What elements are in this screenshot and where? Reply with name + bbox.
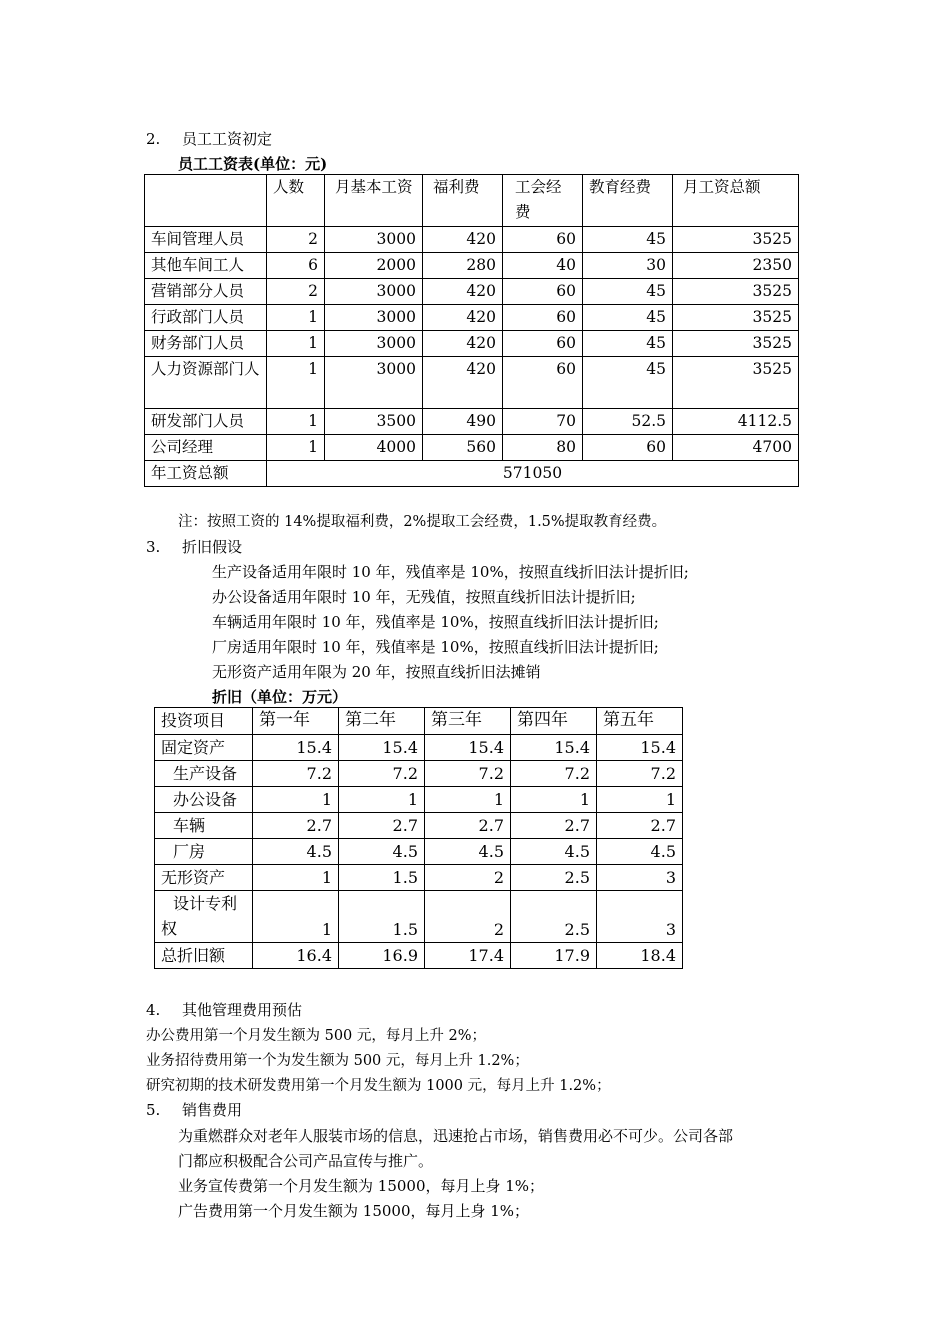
row-label: 无形资产 (155, 865, 253, 891)
table-cell: 420 (423, 331, 503, 357)
depreciation-table (154, 707, 683, 969)
table-cell: 7.2 (339, 761, 425, 787)
depreciation-table-title: 折旧（单位：万元） (212, 688, 348, 706)
table-row (145, 279, 799, 305)
table-cell: 3 (597, 891, 683, 943)
table-cell: 4.5 (597, 839, 683, 865)
row-label: 车辆 (155, 813, 253, 839)
table-cell: 1 (267, 409, 325, 435)
table-row (145, 253, 799, 279)
section-title: 折旧假设 (182, 538, 243, 556)
table-cell: 3500 (325, 409, 423, 435)
table-cell: 70 (503, 409, 583, 435)
table-cell: 17.9 (511, 943, 597, 969)
expense-line: 办公费用第一个月发生额为 500 元，每月上升 2%； (146, 1028, 487, 1044)
table-cell: 3000 (325, 279, 423, 305)
section-4-heading (146, 999, 302, 1020)
table-cell: 52.5 (583, 409, 673, 435)
table-cell: 16.4 (253, 943, 339, 969)
table-cell: 3525 (673, 331, 799, 357)
table-row (155, 839, 683, 865)
section-title: 员工工资初定 (182, 130, 273, 148)
table-cell: 4000 (325, 435, 423, 461)
row-label: 厂房 (155, 839, 253, 865)
table-cell: 2.7 (253, 813, 339, 839)
table-cell: 2 (267, 279, 325, 305)
table-cell: 17.4 (425, 943, 511, 969)
table-cell: 3000 (325, 305, 423, 331)
table-cell: 40 (503, 253, 583, 279)
header-cell: 投资项目 (155, 708, 253, 735)
row-label: 车间管理人员 (145, 227, 267, 253)
table-cell: 3000 (325, 227, 423, 253)
table-cell: 60 (583, 435, 673, 461)
section-title: 其他管理费用预估 (182, 1001, 303, 1019)
table-row (145, 305, 799, 331)
table-cell: 280 (423, 253, 503, 279)
row-label: 研发部门人员 (145, 409, 267, 435)
header-cell: 工会经费 (503, 175, 583, 227)
table-cell: 4112.5 (673, 409, 799, 435)
row-label: 总折旧额 (155, 943, 253, 969)
table-cell: 15.4 (253, 735, 339, 761)
table-row (155, 787, 683, 813)
table-row (145, 331, 799, 357)
table-cell: 2.7 (597, 813, 683, 839)
table-cell: 1 (267, 331, 325, 357)
table-cell: 3525 (673, 227, 799, 253)
table-row (155, 735, 683, 761)
table-cell: 420 (423, 305, 503, 331)
expense-line: 业务招待费用第一个为发生额为 500 元，每月上升 1.2%； (146, 1053, 529, 1069)
table-cell: 7.2 (253, 761, 339, 787)
table-cell: 4.5 (339, 839, 425, 865)
total-value: 571050 (267, 461, 799, 487)
row-label: 行政部门人员 (145, 305, 267, 331)
sales-line: 广告费用第一个月发生额为 15000，每月上身 1%； (178, 1202, 530, 1220)
table-cell: 45 (583, 227, 673, 253)
table-header-row (155, 708, 683, 735)
table-cell: 15.4 (597, 735, 683, 761)
sales-paragraph-line: 门都应积极配合公司产品宣传与推广。 (178, 1152, 434, 1170)
table-cell: 45 (583, 305, 673, 331)
table-row (155, 865, 683, 891)
table-cell: 15.4 (339, 735, 425, 761)
expense-line: 研究初期的技术研发费用第一个月发生额为 1000 元，每月上升 1.2%； (146, 1078, 611, 1094)
table-total-row (155, 943, 683, 969)
header-cell: 第五年 (597, 708, 683, 735)
table-cell: 2 (425, 891, 511, 943)
table-cell: 1 (253, 891, 339, 943)
table-cell: 1.5 (339, 891, 425, 943)
table-cell: 560 (423, 435, 503, 461)
table-cell: 18.4 (597, 943, 683, 969)
row-label: 生产设备 (155, 761, 253, 787)
table-cell: 60 (503, 305, 583, 331)
sales-paragraph-line: 为重燃群众对老年人服装市场的信息，迅速抢占市场，销售费用必不可少。公司各部 (178, 1127, 734, 1145)
table-cell: 1 (511, 787, 597, 813)
table-cell: 3000 (325, 331, 423, 357)
table-cell: 2 (267, 227, 325, 253)
header-cell: 第三年 (425, 708, 511, 735)
table-row (145, 357, 799, 409)
table-cell: 60 (503, 357, 583, 409)
section-number: 3. (146, 538, 161, 556)
table-cell: 2.7 (511, 813, 597, 839)
depreciation-line: 车辆适用年限时 10 年，残值率是 10%，按照直线折旧法计提折旧; (212, 613, 659, 631)
section-3-heading (146, 536, 242, 557)
table-cell: 490 (423, 409, 503, 435)
table-cell: 1 (253, 787, 339, 813)
total-label: 年工资总额 (145, 461, 267, 487)
table-row (155, 813, 683, 839)
table-row (145, 227, 799, 253)
table-header-row (145, 175, 799, 227)
table-cell: 420 (423, 279, 503, 305)
table-row (155, 761, 683, 787)
table-cell: 1.5 (339, 865, 425, 891)
table-cell: 2 (425, 865, 511, 891)
table-cell: 7.2 (597, 761, 683, 787)
header-cell: 福利费 (423, 175, 503, 227)
section-number: 5. (146, 1101, 161, 1119)
row-label: 其他车间工人 (145, 253, 267, 279)
table-total-row (145, 461, 799, 487)
table-row (145, 409, 799, 435)
section-5-heading (146, 1099, 242, 1120)
table-cell: 45 (583, 331, 673, 357)
table-cell: 1 (253, 865, 339, 891)
table-cell: 2.5 (511, 891, 597, 943)
header-cell: 人数 (267, 175, 325, 227)
table-cell: 60 (503, 331, 583, 357)
table-cell: 15.4 (425, 735, 511, 761)
table-cell: 60 (503, 227, 583, 253)
salary-note: 注：按照工资的 14%提取福利费，2%提取工会经费，1.5%提取教育经费。 (178, 514, 667, 530)
table-cell: 2.7 (339, 813, 425, 839)
row-label: 固定资产 (155, 735, 253, 761)
table-cell: 4700 (673, 435, 799, 461)
table-cell: 1 (267, 357, 325, 409)
header-cell: 教育经费 (583, 175, 673, 227)
row-label: 设计专利权 (155, 891, 253, 943)
table-cell: 420 (423, 227, 503, 253)
table-cell: 2350 (673, 253, 799, 279)
salary-table (144, 174, 799, 487)
table-cell: 45 (583, 279, 673, 305)
table-cell: 2.5 (511, 865, 597, 891)
header-cell: 第二年 (339, 708, 425, 735)
table-cell: 6 (267, 253, 325, 279)
row-label: 营销部分人员 (145, 279, 267, 305)
table-cell: 3 (597, 865, 683, 891)
row-label: 人力资源部门人 (145, 357, 267, 409)
table-cell: 3525 (673, 279, 799, 305)
sales-line: 业务宣传费第一个月发生额为 15000，每月上身 1%； (178, 1177, 545, 1195)
table-row (155, 891, 683, 943)
section-number: 2. (146, 130, 161, 148)
header-cell: 月基本工资 (325, 175, 423, 227)
row-label: 办公设备 (155, 787, 253, 813)
depreciation-line: 生产设备适用年限时 10 年，残值率是 10%，按照直线折旧法计提折旧; (212, 563, 689, 581)
table-cell: 2.7 (425, 813, 511, 839)
table-cell: 15.4 (511, 735, 597, 761)
section-title: 销售费用 (182, 1101, 243, 1119)
section-number: 4. (146, 1001, 161, 1019)
table-cell: 1 (267, 305, 325, 331)
table-cell: 80 (503, 435, 583, 461)
table-cell: 3000 (325, 357, 423, 409)
table-cell: 30 (583, 253, 673, 279)
table-cell: 4.5 (253, 839, 339, 865)
header-cell: 月工资总额 (673, 175, 799, 227)
table-cell: 1 (425, 787, 511, 813)
table-cell: 7.2 (511, 761, 597, 787)
depreciation-line: 办公设备适用年限时 10 年，无残值，按照直线折旧法计提折旧; (212, 588, 636, 606)
depreciation-line: 厂房适用年限时 10 年，残值率是 10%，按照直线折旧法计提折旧; (212, 638, 659, 656)
header-cell (145, 175, 267, 227)
row-label: 公司经理 (145, 435, 267, 461)
table-cell: 4.5 (425, 839, 511, 865)
table-cell: 2000 (325, 253, 423, 279)
table-row (145, 435, 799, 461)
header-cell: 第一年 (253, 708, 339, 735)
table-cell: 16.9 (339, 943, 425, 969)
table-cell: 3525 (673, 357, 799, 409)
table-cell: 4.5 (511, 839, 597, 865)
salary-table-title: 员工工资表(单位：元) (178, 155, 328, 173)
depreciation-line: 无形资产适用年限为 20 年，按照直线折旧法摊销 (212, 663, 541, 681)
section-2-heading (146, 128, 272, 149)
row-label: 财务部门人员 (145, 331, 267, 357)
table-cell: 1 (597, 787, 683, 813)
table-cell: 60 (503, 279, 583, 305)
table-cell: 7.2 (425, 761, 511, 787)
table-cell: 1 (339, 787, 425, 813)
header-cell: 第四年 (511, 708, 597, 735)
table-cell: 420 (423, 357, 503, 409)
table-cell: 1 (267, 435, 325, 461)
table-cell: 3525 (673, 305, 799, 331)
table-cell: 45 (583, 357, 673, 409)
